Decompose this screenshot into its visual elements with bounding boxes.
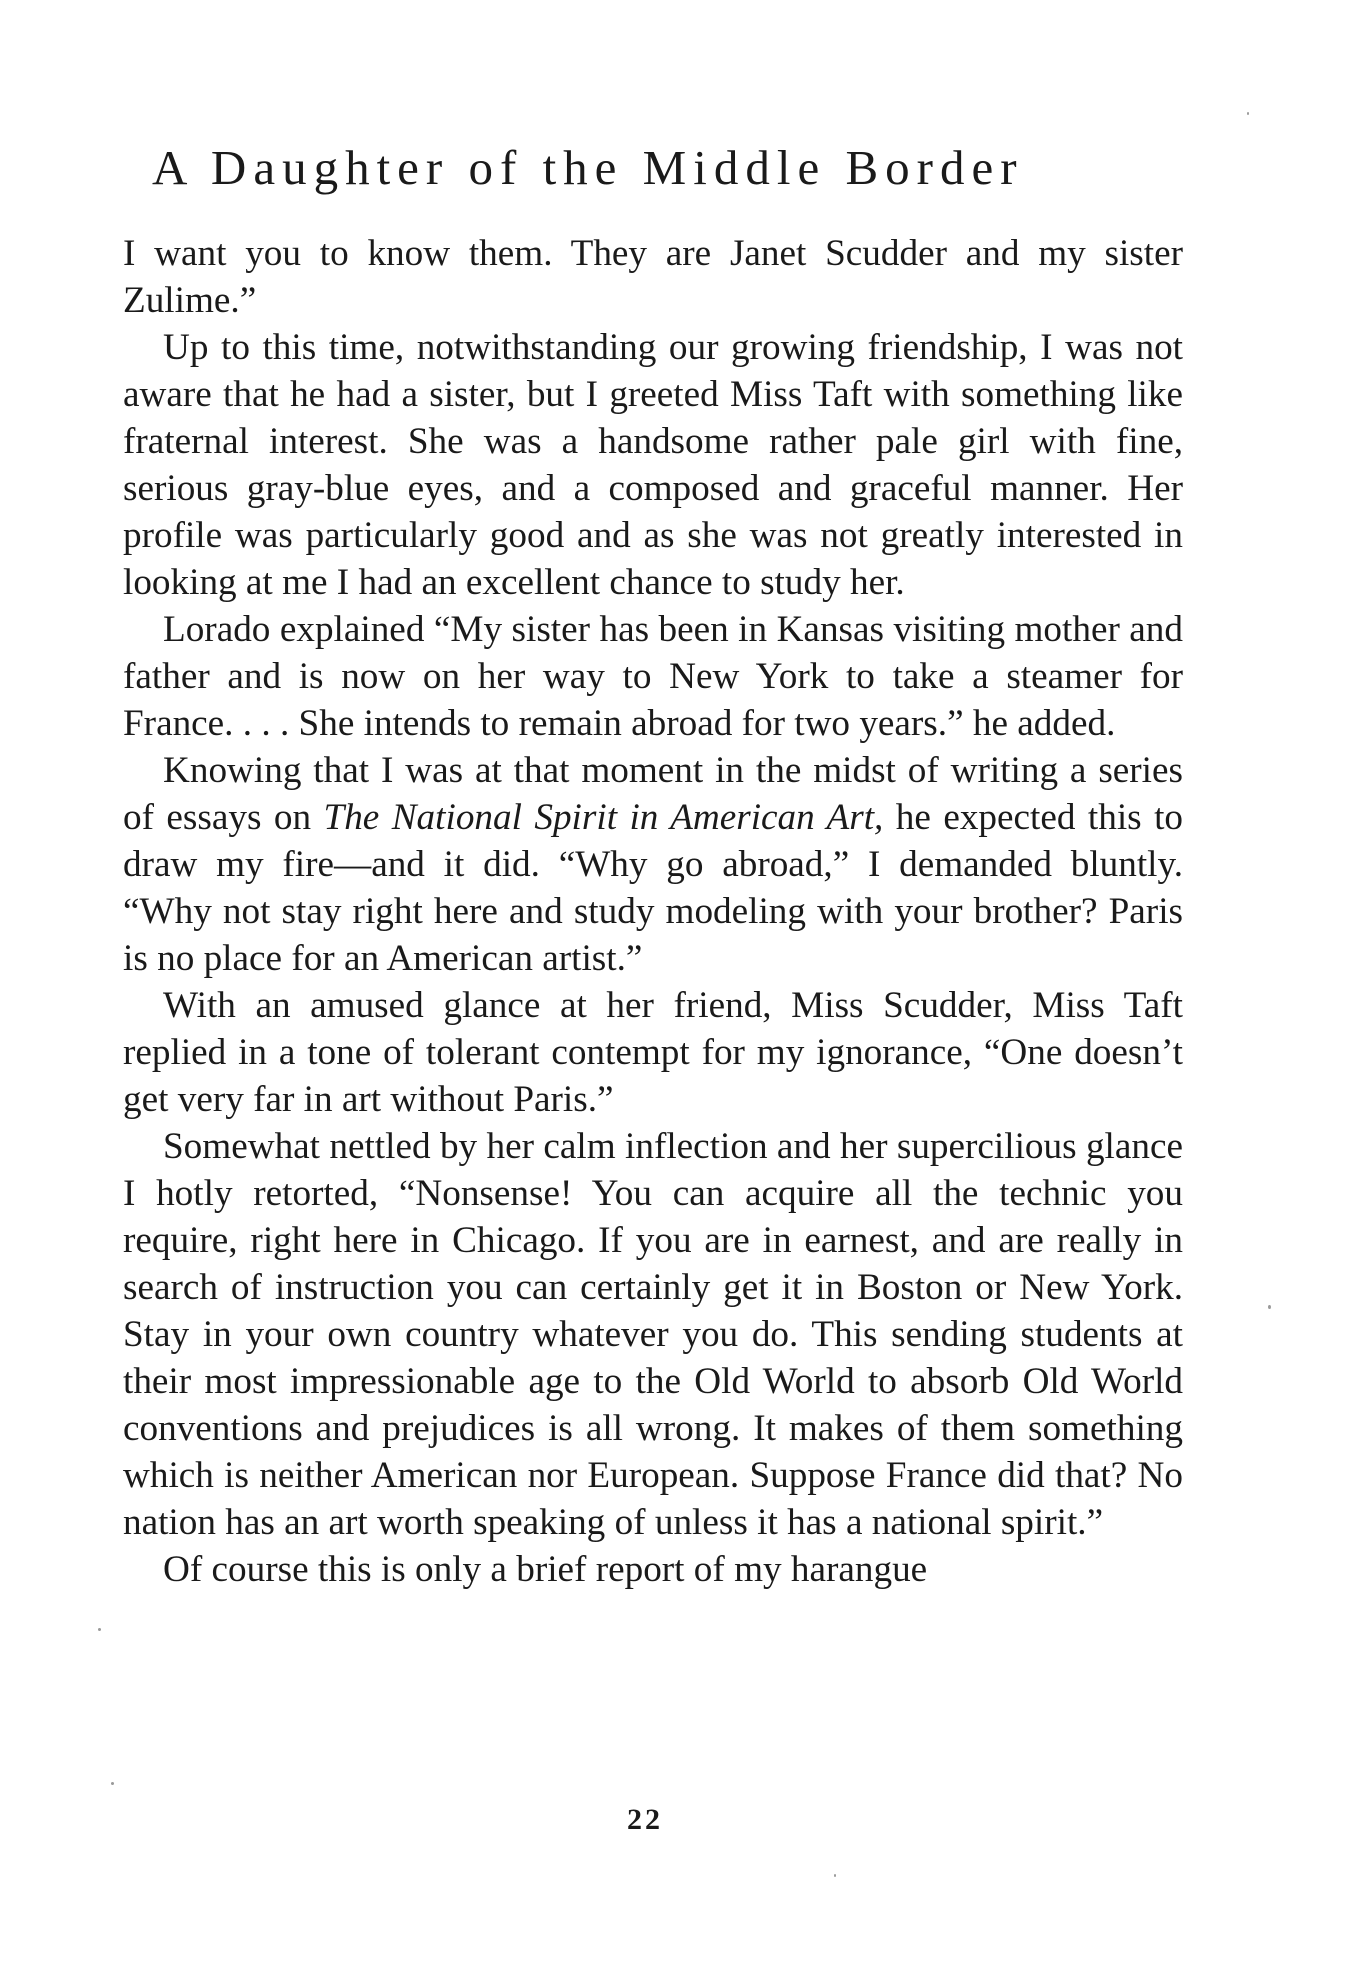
paragraph [123,230,1183,324]
paper-speck [98,1628,101,1631]
paragraph [123,1123,1183,1546]
paragraph [123,747,1183,982]
paragraph [123,606,1183,747]
running-head: A Daughter of the Middle Border [152,140,1024,195]
text-run: he expected this to draw my fire—and it did. “Why go abroad,” I demanded bluntly. “Why not stay right here and study modeling with your brother? Paris is no place for an American artist.” [123,797,1184,979]
paper-speck [1247,112,1249,115]
italic-title: The National Spirit in American Art, [323,797,884,838]
paper-speck [1268,1305,1271,1309]
paragraph [123,324,1183,606]
text-run: With an amused glance at her friend, Miss Scudder, Miss Taft replied in a tone of tolerant contempt for my ignorance, “One doesn’t get very far in art without Paris.” [123,985,1183,1120]
text-run: Lorado explained “My sister has been in Kansas visiting mother and father and is now on her way to New York to take a steamer for France. . . . She intends to remain abroad for two years.” he added. [123,609,1183,744]
paragraph [123,982,1183,1123]
paper-speck [111,1782,114,1785]
text-run: Knowing that I was at that moment in the midst of writing a series of essays on [123,750,1183,838]
text-run: Of course this is only a brief report of my harangue [163,1549,928,1590]
body-text [123,230,1183,1593]
paragraph [123,1546,1183,1593]
paper-speck [834,1874,836,1877]
text-run: Up to this time, notwithstanding our growing friendship, I was not aware that he had a sister, but I greeted Miss Taft with something like fraternal interest. She was a handsome rather pale girl with fine, serious gray-blue eyes, and a composed and graceful manner. Her profile was particularly good and as she was not greatly interested in looking at me I had an excellent chance to study her. [123,327,1183,603]
text-run: Somewhat nettled by her calm inflection and her supercilious glance I hotly retorted, “Nonsense! You can acquire all the technic you require, right here in Chicago. If you are in earnest, and are really in search of instruction you can certainly get it in Boston or New York. Stay in your own country whatever you do. This sending students at their most impressionable age to the Old World to absorb Old World conventions and prejudices is all wrong. It makes of them something which is neither American nor European. Suppose France did that? No nation has an art worth speaking of unless it has a national spirit.” [123,1126,1183,1543]
text-run: I want you to know them. They are Janet Scudder and my sister Zulime.” [123,233,1183,321]
page-number: 22 [627,1803,663,1836]
